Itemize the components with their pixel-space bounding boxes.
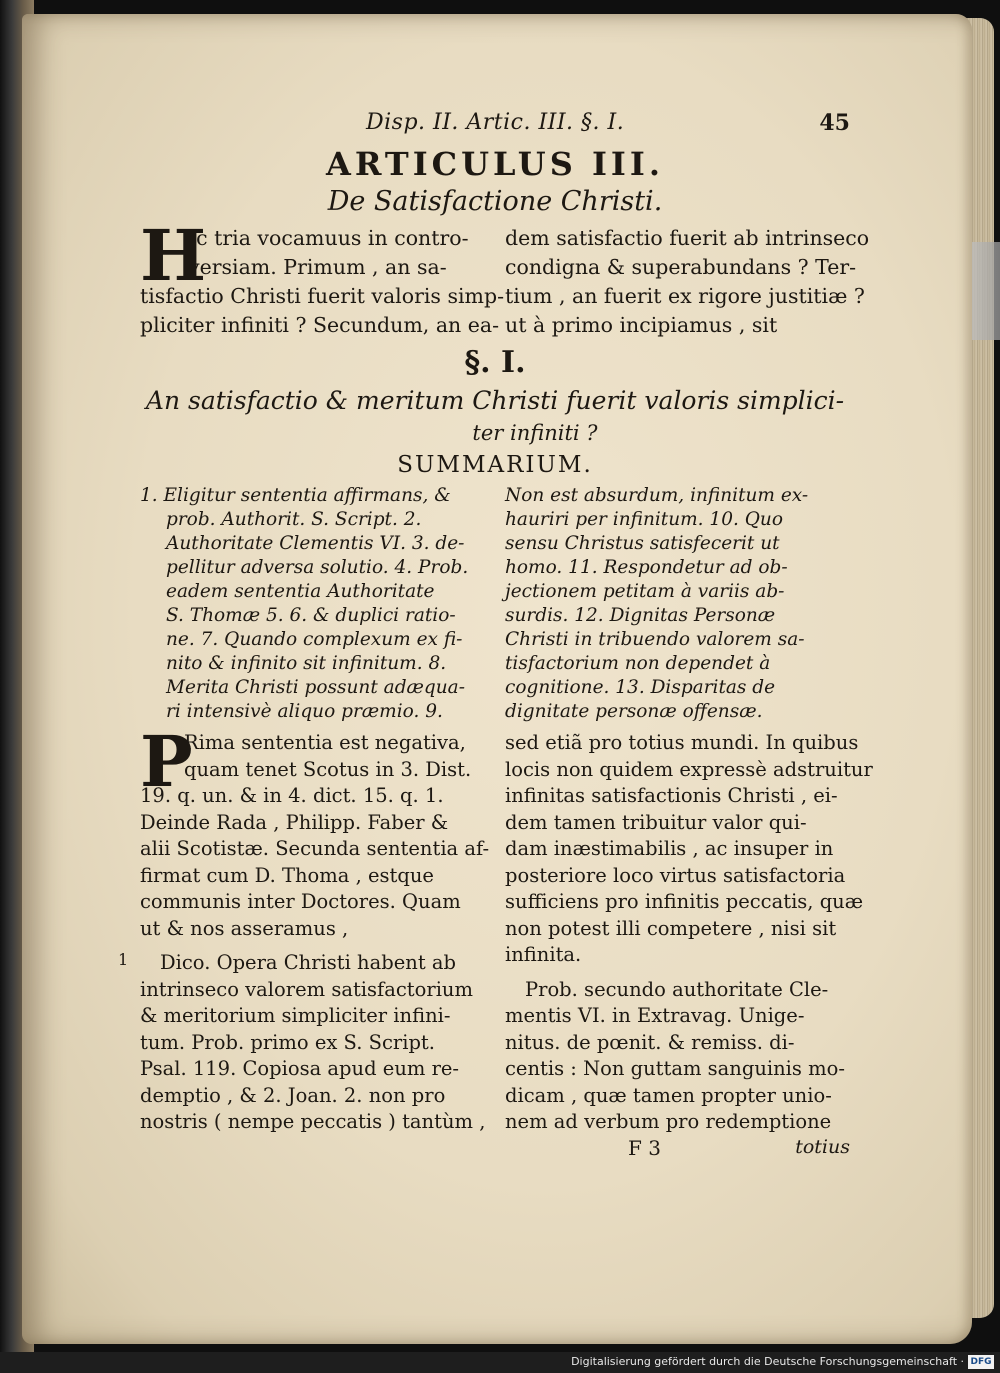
- body-line: ut & nos asseramus ,: [140, 916, 349, 940]
- body-line: 19. q. un. & in 4. dict. 15. q. 1.: [140, 784, 444, 807]
- body-columns: [118, 720, 873, 1136]
- body-line: Rima sententia est negativa,: [184, 731, 466, 754]
- body-line: Psal. 119. Copiosa apud eum re-: [140, 1057, 460, 1080]
- body-paragraph: [118, 950, 486, 1136]
- body-line: firmat cum D. Thoma , estque: [140, 863, 434, 887]
- body-line: Deinde Rada , Philipp. Faber &: [140, 810, 449, 834]
- body-line: centis : Non guttam sanguinis mo-: [505, 1057, 845, 1080]
- summarium-left-column: [140, 484, 485, 724]
- body-line: alii Scotistæ. Secunda sententia af-: [140, 837, 490, 860]
- body-line: nostris ( nempe peccatis ) tantùm ,: [140, 1110, 486, 1133]
- summarium-line: tisfactorium non dependet à: [505, 653, 771, 674]
- summarium-line: Merita Christi possunt adæqua-: [166, 677, 465, 698]
- body-line: sed etiã pro totius mundi. In quibus: [505, 731, 859, 754]
- summarium-columns: [140, 484, 850, 724]
- intro-right-line: condigna & superabundans ? Ter-: [505, 255, 857, 279]
- body-line: sufficiens pro infinitis peccatis, quæ: [505, 890, 864, 913]
- summarium-line: jectionem petitam à variis ab-: [505, 581, 785, 602]
- running-head: Disp. II. Artic. III. §. I.: [366, 110, 625, 135]
- intro-dropcap: H: [140, 214, 207, 297]
- summarium-right-column: [505, 484, 850, 724]
- page-number: 45: [819, 110, 850, 136]
- body-line: Dico. Opera Christi habent ab: [160, 951, 456, 974]
- body-line: quam tenet Scotus in 3. Dist.: [184, 757, 472, 781]
- intro-left-line: tisfactio Christi fuerit valoris simp-: [140, 284, 505, 308]
- marginal-number: 1: [118, 950, 129, 969]
- body-line: dam inæstimabilis , ac insuper in: [505, 837, 834, 860]
- summarium-line: 1. Eligitur sententia affirmans, &: [140, 485, 451, 506]
- section-question: An satisfactio & meritum Christi fuerit valoris simplici-: [145, 386, 845, 415]
- intro-left-line: versiam. Primum , an sa-: [188, 255, 447, 279]
- body-line: & meritorium simpliciter infini-: [140, 1004, 451, 1027]
- intro-right-column: [505, 224, 870, 340]
- summarium-line: hauriri per infinitum. 10. Quo: [505, 509, 783, 530]
- body-line: nitus. de pœnit. & remiss. di-: [505, 1030, 795, 1054]
- summarium-line: Christi in tribuendo valorem sa-: [505, 629, 805, 650]
- body-line: infinitas satisfactionis Christi , ei-: [505, 784, 838, 807]
- intro-columns: [140, 214, 870, 340]
- summarium-line: nito & infinito sit infinitum. 8.: [166, 653, 447, 674]
- body-left-column: [118, 720, 490, 1136]
- book-page: [22, 14, 972, 1344]
- body-line: posteriore loco virtus satisfactoria: [505, 863, 846, 887]
- intro-left-line: pliciter infiniti ? Secundum, an ea-: [140, 313, 500, 337]
- body-right-column: [505, 730, 873, 1136]
- body-line: dem tamen tribuitur valor qui-: [505, 810, 807, 834]
- body-line: demptio , & 2. Joan. 2. non pro: [140, 1083, 446, 1107]
- summarium-line: surdis. 12. Dignitas Personæ: [505, 605, 776, 626]
- section-question-continued: ter infiniti ?: [472, 421, 598, 445]
- signature-mark: F 3: [628, 1135, 661, 1160]
- summarium-line: eadem sententia Authoritate: [166, 581, 435, 602]
- summarium-line: pellitur adversa solutio. 4. Prob.: [166, 557, 469, 578]
- article-title: ARTICULUS III.: [326, 145, 664, 183]
- summarium-line: S. Thomæ 5. 6. & duplici ratio-: [166, 605, 456, 626]
- body-paragraph: [505, 977, 850, 1136]
- text-block: [118, 110, 873, 1166]
- body-line: tum. Prob. primo ex S. Script.: [140, 1030, 435, 1054]
- section-mark: §. I.: [464, 345, 526, 380]
- summarium-line: prob. Authorit. S. Script. 2.: [166, 509, 422, 530]
- body-line: Prob. secundo authoritate Cle-: [525, 977, 829, 1001]
- body-line: mentis VI. in Extravag. Unige-: [505, 1004, 805, 1027]
- summarium-line: Authoritate Clementis VI. 3. de-: [166, 533, 465, 554]
- intro-left-line: Ic tria vocamuus in contro-: [188, 226, 469, 250]
- summarium-line: Non est absurdum, infinitum ex-: [505, 485, 809, 506]
- catchword: totius: [795, 1135, 850, 1158]
- dfg-logo-icon: DFG: [968, 1355, 994, 1369]
- intro-right-line: ut à primo incipiamus , sit: [505, 313, 778, 337]
- header-row: [140, 110, 850, 144]
- summarium-line: cognitione. 13. Disparitas de: [505, 677, 776, 698]
- body-line: dicam , quæ tamen propter unio-: [505, 1083, 832, 1107]
- body-line: infinita.: [505, 943, 582, 966]
- credit-text: Digitalisierung gefördert durch die Deutsche Forschungsgemeinschaft ·: [571, 1355, 964, 1368]
- article-subtitle: De Satisfactione Christi.: [327, 186, 663, 217]
- body-line: locis non quidem expressè adstruitur: [505, 757, 873, 781]
- summarium-title: SUMMARIUM.: [397, 452, 593, 478]
- body-line: communis inter Doctores. Quam: [140, 890, 461, 913]
- footer-row: [140, 1136, 850, 1166]
- intro-right-line: tium , an fuerit ex rigore justitiæ ?: [505, 284, 865, 308]
- summarium-line: ri intensivè aliquo præmio. 9.: [166, 701, 443, 722]
- body-line: non potest illi competere , nisi sit: [505, 916, 837, 940]
- body-dropcap: P: [140, 720, 193, 803]
- summarium-line: sensu Christus satisfecerit ut: [505, 533, 780, 554]
- summarium-line: ne. 7. Quando complexum ex fi-: [166, 629, 463, 650]
- summarium-line: homo. 11. Respondetur ad ob-: [505, 557, 788, 578]
- body-line: intrinseco valorem satisfactorium: [140, 977, 473, 1001]
- body-line: nem ad verbum pro redemptione: [505, 1110, 832, 1133]
- credit-bar: [0, 1352, 1000, 1373]
- intro-right-line: dem satisfactio fuerit ab intrinseco: [505, 226, 870, 250]
- summarium-line: dignitate personæ offensæ.: [505, 701, 763, 722]
- intro-left-column: [140, 214, 505, 340]
